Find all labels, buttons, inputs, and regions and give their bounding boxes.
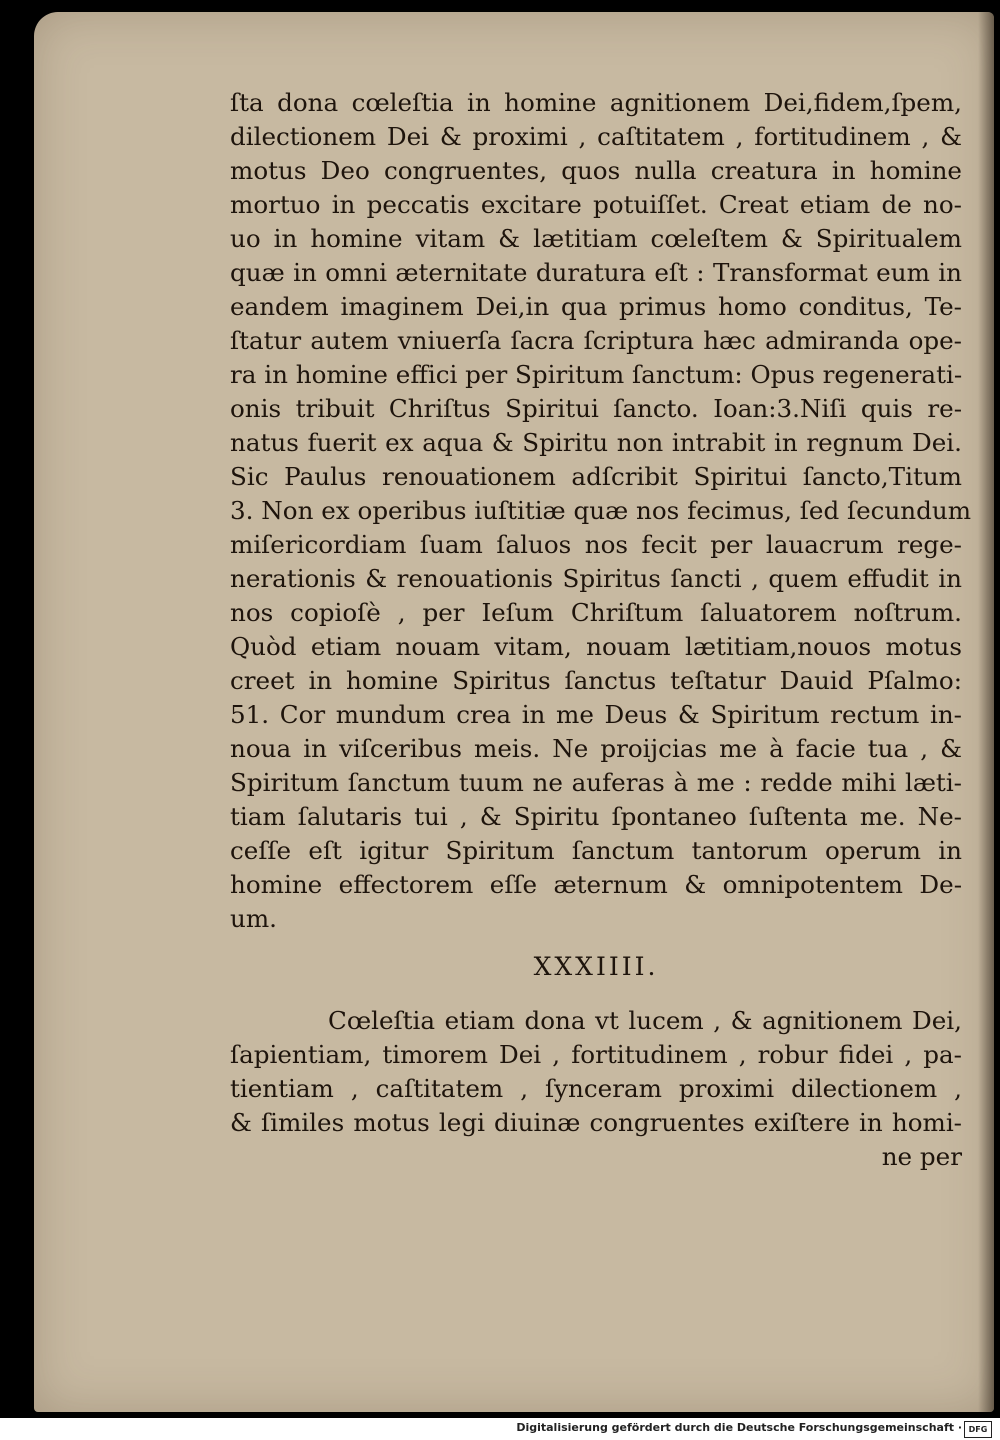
text-line: tientiam , caſtitatem , ſynceram proximi dilectionem ,: [230, 1074, 962, 1103]
text-line: natus fuerit ex aqua & Spiritu non intrabit in regnum Dei.: [230, 428, 962, 457]
catchword: ne per: [881, 1142, 962, 1171]
text-line: nos copioſè , per Ieſum Chriſtum ſaluatorem noſtrum.: [230, 598, 962, 627]
text-line: miſericordiam ſuam ſaluos nos fecit per lauacrum rege-: [230, 530, 962, 559]
text-line: ſtatur autem vniuerſa ſacra ſcriptura hæc admiranda ope-: [230, 326, 962, 355]
main-paragraph: [230, 86, 972, 936]
text-line: homine effectorem eſſe æternum & omnipotentem De-: [230, 870, 962, 899]
text-line: um.: [230, 904, 277, 933]
text-line: Cœleſtia etiam dona vt lucem , & agnitionem Dei,: [328, 1006, 962, 1035]
text-line: mortuo in peccatis excitare potuiſſet. Creat etiam de no-: [230, 190, 962, 219]
text-line: ceſſe eſt igitur Spiritum ſanctum tantorum operum in: [230, 836, 962, 865]
dfg-logo: DFG: [964, 1421, 992, 1438]
text-line: Sic Paulus renouationem adſcribit Spiritui ſancto,Titum: [230, 462, 962, 491]
text-line: dilectionem Dei & proximi , caſtitatem , fortitudinem , &: [230, 122, 962, 151]
footer-credit: Digitalisierung gefördert durch die Deutsche Forschungsgemeinschaft ·: [516, 1421, 962, 1434]
text-line: tiam ſalutaris tui , & Spiritu ſpontaneo ſuſtenta me. Ne-: [230, 802, 962, 831]
section-paragraph: [230, 1004, 962, 1140]
text-line: Quòd etiam nouam vitam, nouam lætitiam,nouos motus: [230, 632, 962, 661]
text-line: quæ in omni æternitate duratura eſt : Transformat eum in: [230, 258, 962, 287]
text-line: ra in homine effici per Spiritum ſanctum: Opus regenerati-: [230, 360, 963, 389]
text-line: motus Deo congruentes, quos nulla creatura in homine: [230, 156, 962, 185]
text-line: 51. Cor mundum crea in me Deus & Spiritum rectum in-: [230, 700, 962, 729]
section-heading: XXXIIII.: [533, 952, 659, 981]
text-line: 3. Non ex operibus iuſtitiæ quæ nos fecimus, ſed ſecundum: [230, 496, 972, 525]
text-line: Spiritum ſanctum tuum ne auferas à me : redde mihi læti-: [230, 768, 962, 797]
text-line: creet in homine Spiritus ſanctus teſtatur Dauid Pſalmo:: [230, 666, 962, 695]
text-line: uo in homine vitam & lætitiam cœleſtem & Spiritualem: [230, 224, 962, 253]
text-line: & ſimiles motus legi diuinæ congruentes exiſtere in homi-: [230, 1108, 962, 1137]
text-line: ſapientiam, timorem Dei , fortitudinem , robur fidei , pa-: [230, 1040, 962, 1069]
text-line: eandem imaginem Dei,in qua primus homo conditus, Te-: [230, 292, 962, 321]
text-line: noua in viſceribus meis. Ne proijcias me à facie tua , &: [230, 734, 962, 763]
footer-bar: [0, 1418, 1000, 1440]
text-line: nerationis & renouationis Spiritus ſancti , quem effudit in: [230, 564, 962, 593]
text-line: onis tribuit Chriſtus Spiritui ſancto. Ioan:3.Niſi quis re-: [230, 394, 962, 423]
gutter-edge: [978, 12, 994, 1412]
body-text: [230, 86, 972, 1174]
text-line: ſta dona cœleſtia in homine agnitionem Dei,fidem,ſpem,: [230, 88, 962, 117]
